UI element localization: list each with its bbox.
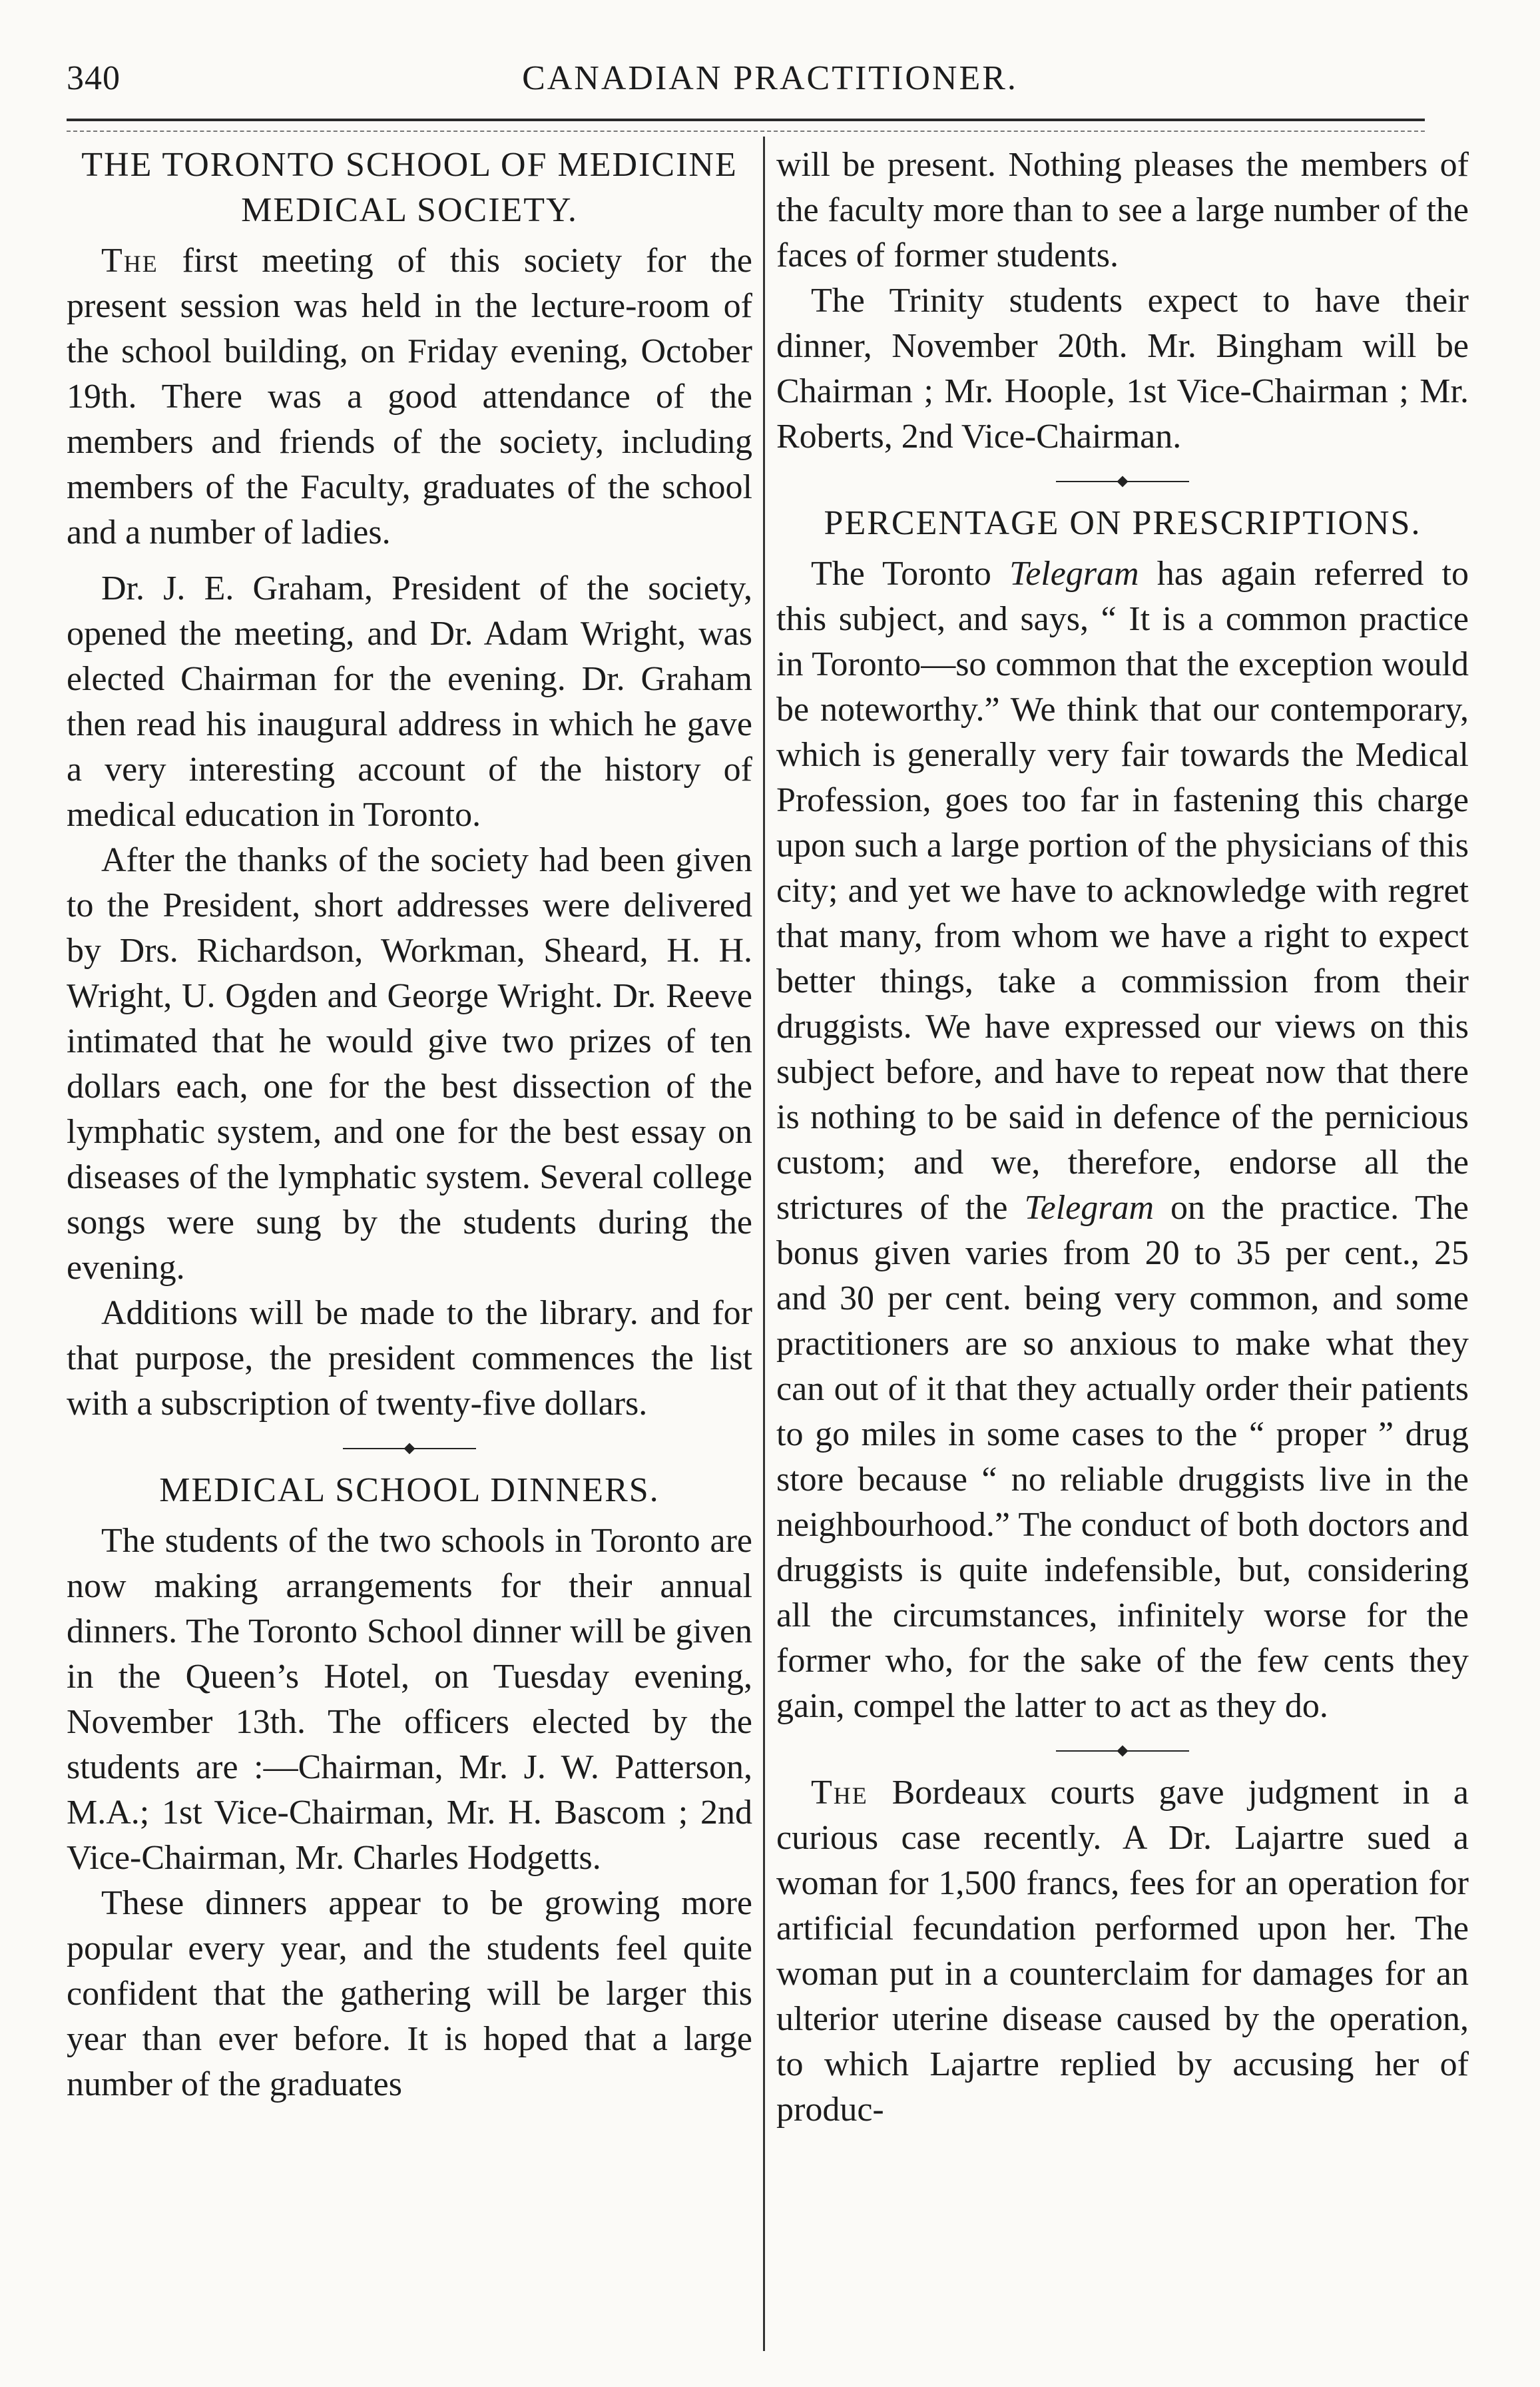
header-rule [67,119,1425,121]
section-divider [1056,477,1189,486]
bordeaux-paragraph [776,1770,1469,2133]
percentage-text-a: The Toronto [811,555,1010,593]
dinners-paragraph-1: The students of the two schools in Toronto are now making arrangements for their annual dinners. The Toronto School dinner will be given in the Queen’s Hotel, on Tuesday evening, November 13th. The officers elected by the students are :—Chairman, Mr. J. W. Patterson, M.A.; 1st Vice-Chairman, Mr. H. Bascom ; 2nd Vice-Chairman, Mr. Charles Hodgetts. [67,1522,752,1877]
dinners-paragraph-2: These dinners appear to be growing more popular every year, and the students feel quite confident that the gathering will be larger this year than ever before. It is hoped that a large number of the graduates [67,1884,752,2103]
dinners-heading: MEDICAL SCHOOL DINNERS. [159,1471,660,1509]
percentage-text-b: has again referred to this subject, and says, “ It is a common practice in Toronto—so common that the exception would be noteworthy.” We think that our contemporary, which is generally very fair towards the Medical Profession, goes too far in fastening this charge upon such a large portion of the physicians of this city; and yet we have to acknowledge with regret that many, from whom we have a right to expect better things, take a commission from their druggists. We have expressed our views on this subject before, and have to repeat now that there is nothing to be said in defence of the pernicious custom; and we, therefore, endorse all the strictures of the [776,555,1469,1227]
society-paragraph-1 [67,238,752,555]
header-rule-dashed [67,131,1425,132]
society-lead-word: The [101,242,158,280]
percentage-heading: PERCENTAGE ON PRESCRIPTIONS. [824,504,1421,542]
telegram-title-2: Telegram [1024,1189,1155,1227]
telegram-title: Telegram [1009,555,1139,593]
percentage-text-c: on the practice. The bonus given varies from 20 to 35 per cent., 25 and 30 per cent. being very common, and some practitioners are so anxious to make what they can out of it that they actually order their patients to go miles in some cases to the “ proper ” drug store because “ no reliable druggists live in the neighbourhood.” The conduct of both doctors and druggists is quite indefensible, but, considering all the circumstances, infinitely worse for the former who, for the sake of the few cents they gain, compel the latter to act as they do. [776,1189,1469,1725]
society-paragraph-3: After the thanks of the society had been given to the President, short addresses were delivered by Drs. Richardson, Workman, Sheard, H. H. Wright, U. Ogden and George Wright. Dr. Reeve intimated that he would give two prizes of ten dollars each, one for the best dissection of the lymphatic system, and one for the best essay on diseases of the lymphatic system. Several college songs were sung by the students during the evening. [67,841,752,1287]
right-column [776,143,1469,2133]
page-number: 340 [67,59,121,97]
dinners-continued-paragraph: will be present. Nothing pleases the members of the faculty more than to see a large number of the faces of former students. [776,146,1469,274]
section-divider [1056,1746,1189,1756]
society-heading-line1: THE TORONTO SCHOOL OF MEDICINE [81,146,738,184]
society-paragraph-2: Dr. J. E. Graham, President of the society, opened the meeting, and Dr. Adam Wright, was elected Chairman for the evening. Dr. Graham then read his inaugural address in which he gave a very interesting account of the history of medical education in Toronto. [67,569,752,834]
society-paragraph-4: Additions will be made to the library. and for that purpose, the president commences the list with a subscription of twenty-five dollars. [67,1294,752,1423]
section-divider [343,1444,476,1453]
journal-title: CANADIAN PRACTITIONER. [522,59,1018,97]
bordeaux-paragraph-text: Bordeaux courts gave judgment in a curious case recently. A Dr. Lajartre sued a woman for 1,500 francs, fees for an operation for artificial fecundation performed upon her. The woman put in a counterclaim for damages for an ulterior uterine disease caused by the operation, to which Lajartre replied by accusing her of produc- [776,1774,1469,2129]
column-divider [763,137,765,2351]
running-head [67,59,1473,112]
percentage-paragraph [776,551,1469,1729]
society-paragraph-1-text: first meeting of this society for the present session was held in the lecture-room of the school building, on Friday evening, October 19th. There was a good attendance of the members and friends of the society, including members of the Faculty, graduates of the school and a number of ladies. [67,242,752,551]
society-heading [67,143,752,233]
trinity-paragraph: The Trinity students expect to have their dinner, November 20th. Mr. Bingham will be Chairman ; Mr. Hoople, 1st Vice-Chairman ; Mr. Roberts, 2nd Vice-Chairman. [776,282,1469,456]
left-column [67,143,752,2107]
society-heading-line2: MEDICAL SOCIETY. [241,191,578,229]
bordeaux-lead-word: The [811,1774,868,1812]
